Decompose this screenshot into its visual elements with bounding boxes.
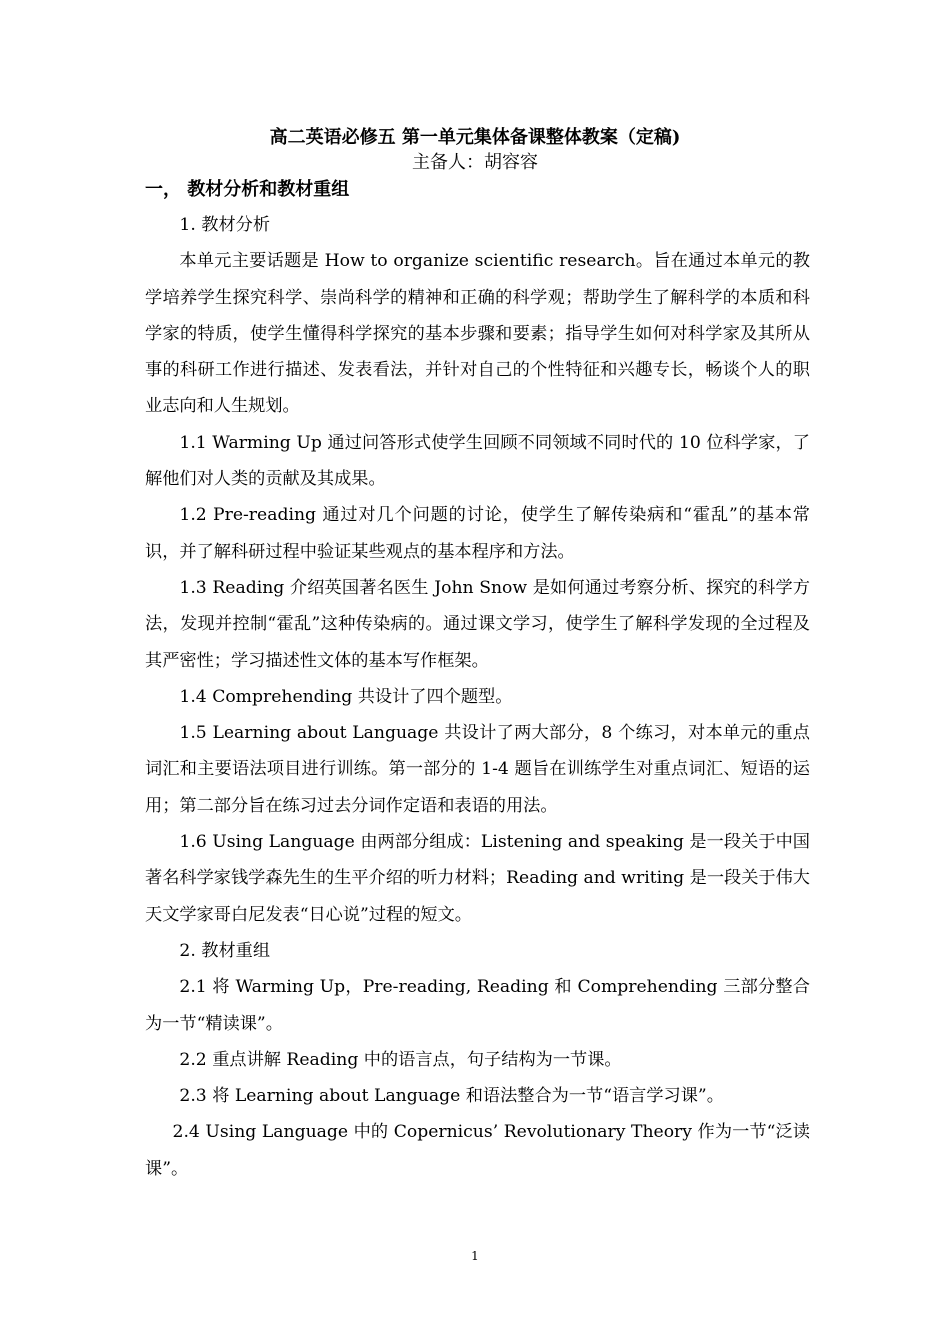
paragraph-comprehending: 1.4 Comprehending 共设计了四个题型。 <box>179 686 513 707</box>
section-heading: 一， 教材分析和教材重组 <box>145 179 350 200</box>
subheading-textbook-reorganization: 2. 教材重组 <box>179 940 271 961</box>
paragraph-reorg-2-3: 2.3 将 Learning about Language 和语法整合为一节“语言学习课”。 <box>179 1086 724 1107</box>
paragraph-pre-reading: 1.2 Pre-reading 通过对几个问题的讨论，使学生了解传染病和“霍乱”的基本常识，并了解科研过程中验证某些观点的基本程序和方法。 <box>145 505 810 562</box>
paragraph-learning-about-language: 1.5 Learning about Language 共设计了两大部分，8 个练习，对本单元的重点词汇和主要语法项目进行训练。第一部分的 1-4 题旨在训练学生对重点词汇、短语的运用；第二部分旨在练习过去分词作定语和表语的用法。 <box>145 723 810 816</box>
paragraph-unit-overview: 本单元主要话题是 How to organize scientific research。旨在通过本单元的教学培养学生探究科学、崇尚科学的精神和正确的科学观；帮助学生了解科学的本质和科学家的特质，使学生懂得科学探究的基本步骤和要素；指导学生如何对科学家及其所从事的科研工作进行描述、发表看法，并针对自己的个性特征和兴趣专长，畅谈个人的职业志向和人生规划。 <box>145 251 810 417</box>
paragraph-reorg-2-4: 2.4 Using Language 中的 Copernicus’ Revolutionary Theory 作为一节“泛读课”。 <box>145 1122 810 1179</box>
document-body <box>145 207 810 1187</box>
paragraph-using-language: 1.6 Using Language 由两部分组成：Listening and speaking 是一段关于中国著名科学家钱学森先生的生平介绍的听力材料；Reading and writing 是一段关于伟大天文学家哥白尼发表“日心说”过程的短文。 <box>145 832 810 925</box>
document-title: 高二英语必修五 第一单元集体备课整体教案（定稿) <box>269 127 681 148</box>
subheading-textbook-analysis: 1. 教材分析 <box>179 215 271 235</box>
paragraph-reorg-2-1: 2.1 将 Warming Up，Pre-reading, Reading 和 Comprehending 三部分整合为一节“精读课”。 <box>145 977 810 1034</box>
paragraph-warming-up: 1.1 Warming Up 通过问答形式使学生回顾不同领域不同时代的 10 位科学家，了解他们对人类的贡献及其成果。 <box>145 432 810 490</box>
paragraph-reading: 1.3 Reading 介绍英国著名医生 John Snow 是如何通过考察分析、探究的科学方法，发现并控制“霍乱”这种传染病的。通过课文学习，使学生了解科学发现的全过程及其严密性；学习描述性文体的基本写作框架。 <box>145 577 810 671</box>
page-number: 1 <box>471 1249 479 1263</box>
paragraph-reorg-2-2: 2.2 重点讲解 Reading 中的语言点，句子结构为一节课。 <box>179 1049 622 1070</box>
author-line: 主备人：胡容容 <box>412 152 538 173</box>
